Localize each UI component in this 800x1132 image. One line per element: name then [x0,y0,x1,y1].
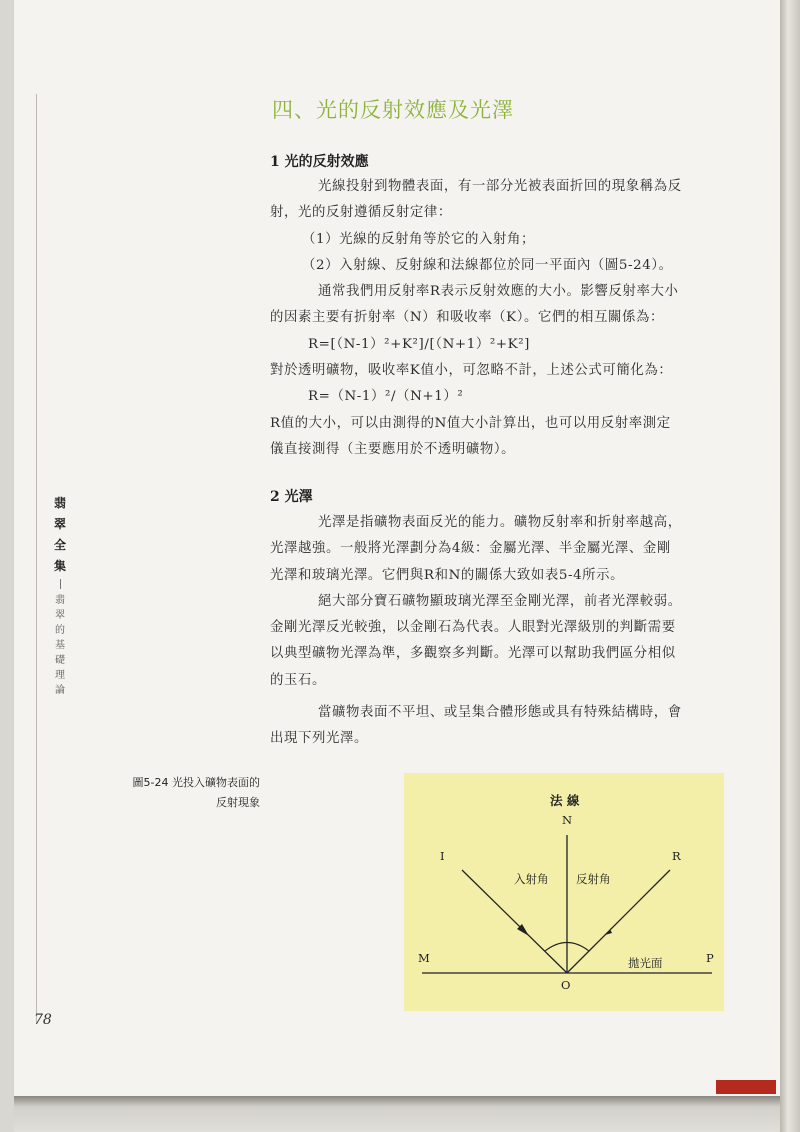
paragraph-line: 以典型礦物光澤為準，多觀察多判斷。光澤可以幫助我們區分相似 [270,646,676,662]
chapter-title-char: 基 [55,640,65,651]
paragraph-line: 通常我們用反射率R表示反射效應的大小。影響反射率大小 [318,284,679,300]
paragraph-line: 儀直接測得（主要應用於不透明礦物）。 [270,441,516,457]
margin-rule [36,94,37,1024]
book-title-char: 集 [53,559,66,573]
book-title-char: 翠 [53,517,66,531]
caption-line-2: 反射現象 [216,796,260,809]
section-heading: 四、光的反射效應及光澤 [272,98,514,122]
paragraph-line: 絕大部分寶石礦物顯玻璃光澤至金剛光澤，前者光澤較弱。 [318,593,682,609]
section2-body [270,510,730,753]
section1-title: 1 光的反射效應 [270,154,369,170]
chapter-title-char: 論 [55,685,65,696]
reflection-angle-label: 反射角 [576,872,611,886]
chapter-title-char: 翠 [55,610,65,621]
paragraph-line: 的因素主要有折射率（N）和吸收率（K）。它們的相互關係為： [270,310,664,326]
label-o: O [561,978,571,992]
rule-item-2: （2）入射線、反射線和法線都位於同一平面內（圖5-24）。 [302,257,673,273]
chapter-title-char: 礎 [55,655,65,666]
chapter-title-vertical [53,593,67,698]
chapter-title-char: 翡 [55,595,65,606]
label-p: P [706,951,714,965]
red-bookmark-edge [716,1080,776,1094]
paragraph-line: 金剛光澤反光較強，以金剛石為代表。人眼對光澤級別的判斷需要 [270,620,676,636]
paragraph-line: R值的大小，可以由測得的N值大小計算出，也可以用反射率測定 [270,415,671,431]
book-title-char: 翡 [53,496,66,510]
paragraph-line: 對於透明礦物，吸收率K值小，可忽略不計，上述公式可簡化為： [270,363,673,379]
caption-line-1: 圖5-24 光投入礦物表面的 [132,776,260,789]
page-bottom-edge [14,1096,780,1132]
page-number: 78 [34,1012,52,1028]
paragraph-line: 光澤是指礦物表面反光的能力。礦物反射率和折射率越高， [318,515,682,530]
rule-item-1: （1）光線的反射角等於它的入射角； [302,231,535,247]
paragraph-line: 光澤越強。一般將光澤劃分為4級：金屬光澤、半金屬光澤、金剛 [270,541,671,557]
section1-body [270,174,730,463]
formula-simplified: R=（N-1）²/（N+1）² [308,389,464,405]
book-title-char: 全 [53,538,66,552]
label-r: R [672,849,681,863]
section2-title: 2 光澤 [270,489,313,505]
chapter-title-char: 的 [55,625,65,636]
paragraph-line: 射，光的反射遵循反射定律： [270,205,452,221]
reflected-arrow [605,924,616,935]
polished-surface-label: 拋光面 [628,956,663,970]
label-m: M [418,951,430,965]
formula-full: R=[（N-1）²+K²]/[（N+1）²+K²] [308,336,531,352]
paragraph-line: 的玉石。 [270,672,326,688]
reflection-diagram [404,773,724,1011]
page-edge [780,0,800,1132]
normal-title: 法 線 [550,793,580,808]
book-title-vertical [53,493,67,577]
incident-angle-label: 入射角 [514,872,549,886]
label-i: I [440,849,445,863]
side-tab-divider [60,579,61,589]
paragraph-line: 當礦物表面不平坦、或呈集合體形態或具有特殊結構時，會 [318,705,682,721]
chapter-title-char: 理 [55,670,65,681]
figure-caption [60,773,260,813]
label-n: N [562,813,573,827]
paragraph-line: 光線投射到物體表面，有一部分光被表面折回的現象稱為反 [318,179,682,194]
paragraph-line: 光澤和玻璃光澤。它們與R和N的關係大致如表5-4所示。 [270,567,625,583]
side-tab [53,493,67,698]
paragraph-line: 出現下列光澤。 [270,731,368,747]
